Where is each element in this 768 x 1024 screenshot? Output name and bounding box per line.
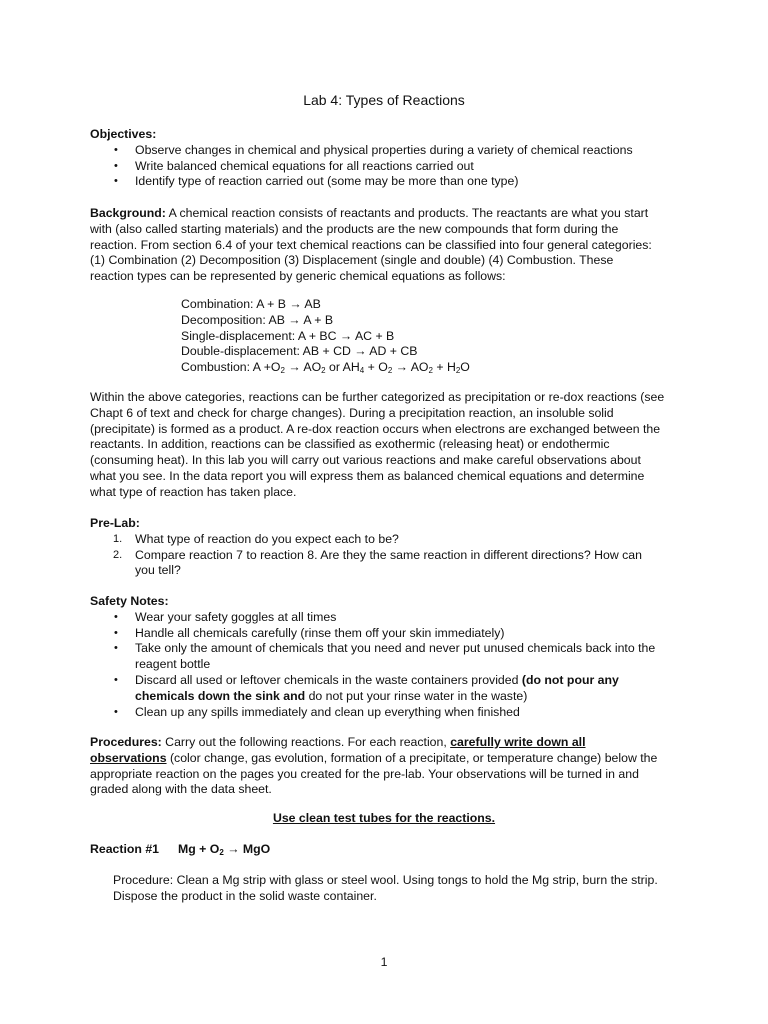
item-number: 1. <box>113 532 123 545</box>
bullet-icon: • <box>114 143 118 156</box>
list-item <box>90 610 690 626</box>
eq-subscript: 2 <box>219 848 224 857</box>
procedures-line <box>90 735 690 751</box>
background-text: A chemical reaction consists of reactants and products. The reactants are what you start <box>165 206 649 220</box>
safety-text: Clean up any spills immediately and clean up everything when finished <box>135 704 520 719</box>
objectives-section <box>90 127 680 190</box>
safety-text: do not put your rinse water in the waste) <box>305 688 528 703</box>
paragraph-line: what type of reaction has taken place. <box>90 484 297 499</box>
procedures-text: (color change, gas evolution, formation of a precipitate, or temperature change) below the <box>166 750 658 765</box>
background-section <box>90 206 690 285</box>
equation-combustion <box>181 360 631 376</box>
objective-text: Write balanced chemical equations for all reactions carried out <box>135 158 474 173</box>
prelab-text: What type of reaction do you expect each to be? <box>135 531 399 546</box>
eq-text: → AO <box>284 360 322 375</box>
procedures-line <box>90 751 690 767</box>
procedures-line: appropriate reaction on the pages you created for the pre-lab. Your observations will be turned in and <box>90 766 639 781</box>
list-item <box>90 174 680 190</box>
prelab-text: Compare reaction 7 to reaction 8. Are they the same reaction in different directions? How can <box>135 547 642 562</box>
bullet-icon: • <box>114 175 118 188</box>
reaction-equation: → MgO <box>223 842 271 856</box>
eq-subscript: 2 <box>387 366 393 376</box>
paragraph-line: Chapt 6 of text and check for charge changes). During a precipitation reaction, an insoluble solid <box>90 405 614 420</box>
categories-paragraph <box>90 390 690 501</box>
equation-decomposition: Decomposition: AB → A + B <box>181 312 334 327</box>
background-heading: Background: <box>90 206 166 220</box>
item-number: 2. <box>113 548 123 561</box>
bullet-icon: • <box>114 159 118 172</box>
procedures-heading: Procedures: <box>90 735 162 749</box>
eq-subscript: 2 <box>455 366 461 376</box>
eq-text: + H <box>432 360 456 375</box>
procedure-line: Procedure: Clean a Mg strip with glass or steel wool. Using tongs to hold the Mg strip, burn the strip. <box>113 873 658 887</box>
generic-equations <box>181 297 631 376</box>
safety-emphasis: (do not pour any <box>521 672 619 687</box>
bullet-icon: • <box>114 642 118 655</box>
paragraph-line: (consuming heat). In this lab you will carry out various reactions and make careful observations about <box>90 453 641 468</box>
list-item <box>90 532 680 548</box>
prelab-section <box>90 516 680 579</box>
procedures-section <box>90 735 690 798</box>
list-item <box>90 641 690 673</box>
list-item <box>90 548 680 580</box>
safety-text: Wear your safety goggles at all times <box>135 609 337 624</box>
reaction-label: Reaction #1 <box>90 842 160 856</box>
background-line: with (also called starting materials) and the products are the new compounds that form during the <box>90 221 619 236</box>
eq-text: + O <box>364 360 388 375</box>
equation-combination: Combination: A + B → AB <box>181 297 321 311</box>
safety-emphasis: chemicals down the sink and <box>135 688 306 703</box>
safety-text: Discard all used or leftover chemicals in the waste containers provided <box>135 672 522 687</box>
reaction-1-heading <box>90 842 270 858</box>
reaction-equation: Mg + O <box>178 842 220 856</box>
list-item <box>90 626 690 642</box>
page-title: Lab 4: Types of Reactions <box>303 92 465 108</box>
safety-text: Handle all chemicals carefully (rinse them off your skin immediately) <box>135 625 505 640</box>
objective-text: Observe changes in chemical and physical properties during a variety of chemical reactions <box>135 142 633 157</box>
bullet-icon: • <box>114 673 118 686</box>
background-line: reaction. From section 6.4 of your text chemical reactions can be classified into four general categories: <box>90 237 652 252</box>
prelab-text: you tell? <box>135 563 181 578</box>
page-number: 1 <box>380 955 388 969</box>
list-item <box>90 143 680 159</box>
procedures-text: Carry out the following reactions. For each reaction, <box>161 735 451 749</box>
paragraph-line: Within the above categories, reactions can be further categorized as precipitation or re-dox reactions (see <box>90 390 665 404</box>
background-line <box>90 206 690 222</box>
background-line: (1) Combination (2) Decomposition (3) Displacement (single and double) (4) Combustion. These <box>90 253 614 268</box>
list-item <box>90 705 690 721</box>
paragraph-line: reactants. In addition, reactions can be classified as exothermic (releasing heat) or endothermic <box>90 437 610 452</box>
paragraph-line: what you see. In the data report you will express them as balanced chemical equations and determine <box>90 468 645 483</box>
equation-double-displacement: Double-displacement: AB + CD → AD + CB <box>181 344 418 359</box>
eq-subscript: 4 <box>359 366 365 376</box>
eq-subscript: 2 <box>428 366 433 376</box>
list-item <box>90 673 690 705</box>
safety-section <box>90 594 690 720</box>
background-line: reaction types can be represented by generic chemical equations as follows: <box>90 269 506 284</box>
objective-text: Identify type of reaction carried out (some may be more than one type) <box>135 174 519 189</box>
safety-text: reagent bottle <box>135 657 211 672</box>
prelab-list <box>90 532 680 579</box>
safety-heading: Safety Notes: <box>90 594 169 608</box>
procedure-line: Dispose the product in the solid waste container. <box>113 888 377 903</box>
safety-text: Take only the amount of chemicals that you need and never put unused chemicals back into the <box>135 641 656 656</box>
eq-text: or AH <box>325 360 360 375</box>
safety-list <box>90 610 690 721</box>
eq-subscript: 2 <box>321 366 326 376</box>
bullet-icon: • <box>114 626 118 639</box>
eq-text: O <box>460 360 470 375</box>
clean-test-tubes-note: Use clean test tubes for the reactions. <box>272 811 496 825</box>
paragraph-line: (precipitate) is formed as a product. A re-dox reaction occurs when electrons are exchanged between the <box>90 421 661 436</box>
procedures-emphasis: carefully write down all <box>450 735 586 749</box>
bullet-icon: • <box>114 705 118 718</box>
objectives-heading: Objectives: <box>90 127 157 141</box>
procedures-line: graded along with the data sheet. <box>90 782 272 797</box>
prelab-heading: Pre-Lab: <box>90 516 140 530</box>
objectives-list <box>90 143 680 190</box>
eq-text: → AO <box>392 360 429 375</box>
procedures-emphasis: observations <box>90 750 167 765</box>
bullet-icon: • <box>114 610 118 623</box>
reaction-1-procedure <box>113 873 693 905</box>
equation-single-displacement: Single-displacement: A + BC → AC + B <box>181 328 395 343</box>
eq-text: Combustion: A +O <box>181 360 281 375</box>
list-item <box>90 159 680 175</box>
eq-subscript: 2 <box>280 366 285 376</box>
